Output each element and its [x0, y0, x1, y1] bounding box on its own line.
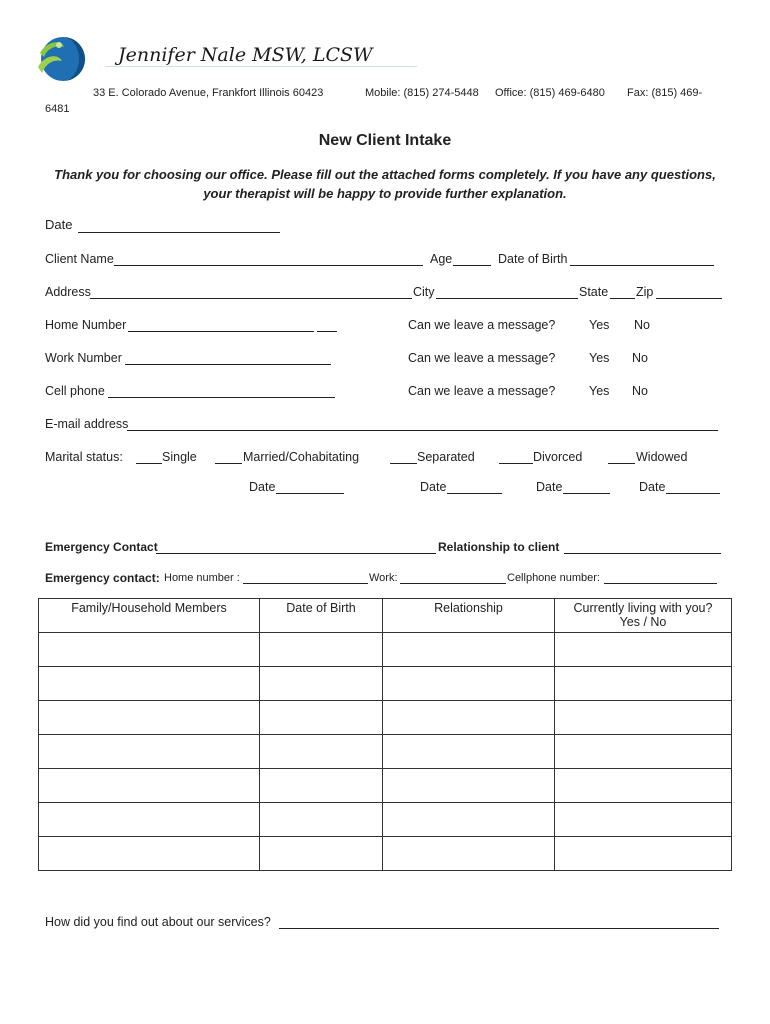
marital-option-widowed: Widowed	[636, 450, 688, 464]
col-household-members: Family/Household Members	[39, 599, 260, 633]
age-field[interactable]	[453, 265, 491, 266]
ec-work-field[interactable]	[400, 583, 506, 584]
member-cell[interactable]	[39, 837, 260, 871]
work-number-field[interactable]	[125, 364, 331, 365]
ec-cell-label: Cellphone number:	[507, 572, 600, 584]
address-label: Address	[45, 285, 91, 299]
living-cell[interactable]	[555, 803, 732, 837]
cell-phone-field[interactable]	[108, 397, 335, 398]
marital-option-divorced: Divorced	[533, 450, 583, 464]
table-row	[39, 735, 732, 769]
widowed-date-label: Date	[639, 480, 666, 494]
relationship-cell[interactable]	[383, 769, 555, 803]
dob-cell[interactable]	[260, 633, 383, 667]
header-rule	[105, 66, 417, 67]
table-row	[39, 837, 732, 871]
dob-cell[interactable]	[260, 769, 383, 803]
home-number-label: Home Number	[45, 318, 127, 332]
separated-date-label: Date	[420, 480, 447, 494]
intro-line-1: Thank you for choosing our office. Please fill out the attached forms completely. If you have any questions,	[54, 167, 716, 182]
referral-field[interactable]	[279, 928, 719, 929]
client-name-field[interactable]	[114, 265, 423, 266]
emergency-contact2-label: Emergency contact:	[45, 571, 160, 585]
dob-cell[interactable]	[260, 667, 383, 701]
relationship-cell[interactable]	[383, 633, 555, 667]
single-checkline[interactable]	[136, 463, 162, 464]
relationship-field[interactable]	[564, 553, 721, 554]
home-number-field[interactable]	[128, 331, 314, 332]
member-cell[interactable]	[39, 633, 260, 667]
dob-cell[interactable]	[260, 735, 383, 769]
cell-phone-label: Cell phone	[45, 384, 105, 398]
mobile-number: Mobile: (815) 274-5448	[365, 87, 479, 99]
relationship-label: Relationship to client	[438, 540, 560, 554]
home-message-no[interactable]: No	[634, 318, 650, 332]
living-cell[interactable]	[555, 735, 732, 769]
office-number: Office: (815) 469-6480	[495, 87, 605, 99]
date-field[interactable]	[78, 232, 280, 233]
work-message-question: Can we leave a message?	[408, 351, 556, 365]
emergency-contact-field[interactable]	[156, 553, 436, 554]
dob-field[interactable]	[570, 265, 714, 266]
member-cell[interactable]	[39, 667, 260, 701]
married-date-field[interactable]	[276, 493, 344, 494]
ec-cell-field[interactable]	[604, 583, 717, 584]
email-label: E-mail address	[45, 417, 129, 431]
form-title: New Client Intake	[318, 132, 452, 149]
col-date-of-birth: Date of Birth	[260, 599, 383, 633]
col-living-with-you	[555, 599, 732, 633]
separated-checkline[interactable]	[390, 463, 417, 464]
cell-message-yes[interactable]: Yes	[589, 384, 610, 398]
table-row	[39, 633, 732, 667]
divorced-date-label: Date	[536, 480, 563, 494]
member-cell[interactable]	[39, 769, 260, 803]
date-label: Date	[45, 217, 73, 232]
marital-option-separated: Separated	[417, 450, 475, 464]
col-relationship: Relationship	[383, 599, 555, 633]
dob-label: Date of Birth	[498, 252, 568, 266]
divorced-checkline[interactable]	[499, 463, 533, 464]
living-cell[interactable]	[555, 667, 732, 701]
state-label: State	[579, 285, 609, 299]
emergency-contact-label: Emergency Contact	[45, 540, 158, 554]
fax-number-cont: 6481	[45, 103, 70, 115]
state-field[interactable]	[610, 298, 635, 299]
relationship-cell[interactable]	[383, 837, 555, 871]
client-name-label: Client Name	[45, 252, 114, 266]
practitioner-name: Jennifer Nale MSW, LCSW	[118, 44, 373, 66]
living-cell[interactable]	[555, 837, 732, 871]
married-checkline[interactable]	[215, 463, 242, 464]
practice-address: 33 E. Colorado Avenue, Frankfort Illinois 60423	[93, 87, 324, 99]
dob-cell[interactable]	[260, 837, 383, 871]
referral-question: How did you find out about our services?	[45, 915, 271, 929]
fax-number: Fax: (815) 469-	[627, 87, 703, 99]
table-row	[39, 701, 732, 735]
dob-cell[interactable]	[260, 701, 383, 735]
city-label: City	[413, 285, 435, 299]
col-living-with-you-label: Currently living with you?	[573, 601, 713, 615]
living-cell[interactable]	[555, 633, 732, 667]
living-cell[interactable]	[555, 769, 732, 803]
relationship-cell[interactable]	[383, 803, 555, 837]
work-message-no[interactable]: No	[632, 351, 648, 365]
col-yes-no-label: Yes / No	[619, 615, 667, 629]
relationship-cell[interactable]	[383, 701, 555, 735]
home-number-field-ext[interactable]	[317, 331, 337, 332]
marital-option-married: Married/Cohabitating	[243, 450, 360, 464]
age-label: Age	[430, 252, 453, 266]
member-cell[interactable]	[39, 803, 260, 837]
living-cell[interactable]	[555, 701, 732, 735]
zip-field[interactable]	[656, 298, 722, 299]
marital-status-label: Marital status:	[45, 450, 123, 464]
member-cell[interactable]	[39, 701, 260, 735]
divorced-date-field[interactable]	[563, 493, 610, 494]
widowed-date-field[interactable]	[666, 493, 720, 494]
cell-message-question: Can we leave a message?	[408, 384, 556, 398]
relationship-cell[interactable]	[383, 667, 555, 701]
table-row	[39, 769, 732, 803]
table-row	[39, 803, 732, 837]
ec-work-label: Work:	[369, 572, 398, 584]
work-message-yes[interactable]: Yes	[589, 351, 610, 365]
ec-home-label: Home number :	[164, 572, 240, 584]
separated-date-field[interactable]	[447, 493, 502, 494]
cell-message-no[interactable]: No	[632, 384, 648, 398]
household-header-row	[39, 599, 732, 633]
relationship-cell[interactable]	[383, 735, 555, 769]
household-table	[38, 598, 732, 871]
practice-logo	[34, 33, 86, 85]
married-date-label: Date	[249, 480, 276, 494]
ec-home-field[interactable]	[243, 583, 368, 584]
member-cell[interactable]	[39, 735, 260, 769]
email-field[interactable]	[127, 430, 718, 431]
marital-option-single: Single	[162, 450, 197, 464]
work-number-label: Work Number	[45, 351, 122, 365]
zip-label: Zip	[636, 285, 654, 299]
intro-line-2: your therapist will be happy to provide further explanation.	[203, 186, 567, 201]
widowed-checkline[interactable]	[608, 463, 635, 464]
home-message-question: Can we leave a message?	[408, 318, 556, 332]
home-message-yes[interactable]: Yes	[589, 318, 610, 332]
city-field[interactable]	[436, 298, 578, 299]
dob-cell[interactable]	[260, 803, 383, 837]
table-row	[39, 667, 732, 701]
address-field[interactable]	[90, 298, 412, 299]
